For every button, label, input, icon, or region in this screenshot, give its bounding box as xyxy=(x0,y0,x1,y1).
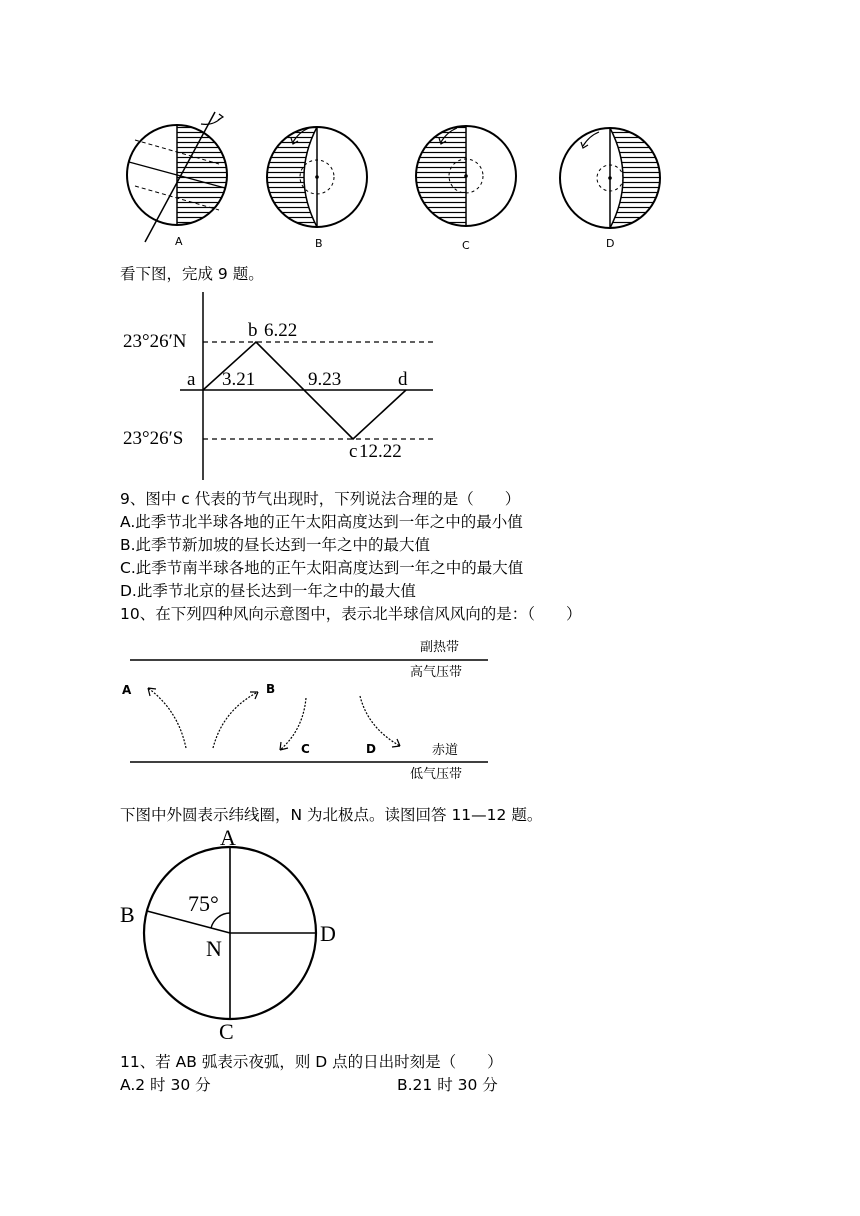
q9-intro: 看下图，完成 9 题。 xyxy=(120,265,264,283)
q11-stem: 11、若 AB 弧表示夜弧，则 D 点的日出时刻是（ ） xyxy=(120,1053,503,1071)
globe-c xyxy=(411,120,516,232)
label-3-21: 3.21 xyxy=(222,369,256,390)
circle-label-n: N xyxy=(206,936,222,961)
wind-bottom-label-2: 低气压带 xyxy=(410,767,463,782)
wind-arrow-label-b: B xyxy=(266,682,276,696)
q9-option-a: A.此季节北半球各地的正午太阳高度达到一年之中的最小值 xyxy=(120,513,523,531)
label-point-b: b xyxy=(248,320,258,341)
q11-intro: 下图中外圆表示纬线圈，N 为北极点。读图回答 11—12 题。 xyxy=(120,806,543,824)
label-lat-north: 23°26′N xyxy=(123,331,187,352)
globe-label-a: A xyxy=(175,235,183,248)
label-lat-south: 23°26′S xyxy=(123,428,184,449)
wind-arrow-label-c: C xyxy=(301,742,310,756)
q9-option-d: D.此季节北京的昼长达到一年之中的最大值 xyxy=(120,582,416,600)
label-point-d: d xyxy=(398,369,408,390)
label-point-c: c xyxy=(349,441,358,462)
circle-label-b: B xyxy=(120,902,135,927)
circle-label-a: A xyxy=(220,825,236,850)
circle-label-c: C xyxy=(219,1019,234,1044)
label-9-23: 9.23 xyxy=(308,369,342,390)
globe-label-b: B xyxy=(315,237,323,250)
q10-stem: 10、在下列四种风向示意图中，表示北半球信风风向的是：（ ） xyxy=(120,605,582,623)
globe-b xyxy=(267,127,367,227)
label-6-22: 6.22 xyxy=(264,320,298,341)
globe-label-c: C xyxy=(462,239,470,252)
q9-option-b: B.此季节新加坡的昼长达到一年之中的最大值 xyxy=(120,536,431,554)
wind-bottom-label-1: 赤道 xyxy=(432,743,459,758)
globe-a xyxy=(127,112,237,242)
globes-figure xyxy=(115,110,675,255)
q11-option-a: A.2 时 30 分 xyxy=(120,1076,211,1094)
circle-label-d: D xyxy=(320,921,336,946)
label-12-22: 12.22 xyxy=(359,441,402,462)
q9-option-c: C.此季节南半球各地的正午太阳高度达到一年之中的最大值 xyxy=(120,559,524,577)
circle-angle-label: 75° xyxy=(188,891,219,916)
q9-stem: 9、图中 c 代表的节气出现时，下列说法合理的是（ ） xyxy=(120,490,521,508)
wind-top-label-2: 高气压带 xyxy=(410,665,463,680)
globe-d xyxy=(560,128,660,228)
wind-top-label-1: 副热带 xyxy=(420,640,460,655)
label-point-a: a xyxy=(187,369,196,390)
wind-arrow-label-a: A xyxy=(122,683,132,697)
globe-label-d: D xyxy=(606,237,615,250)
q11-option-b: B.21 时 30 分 xyxy=(397,1076,498,1094)
latitude-circle-figure xyxy=(140,840,330,1030)
wind-arrow-label-d: D xyxy=(366,742,376,756)
